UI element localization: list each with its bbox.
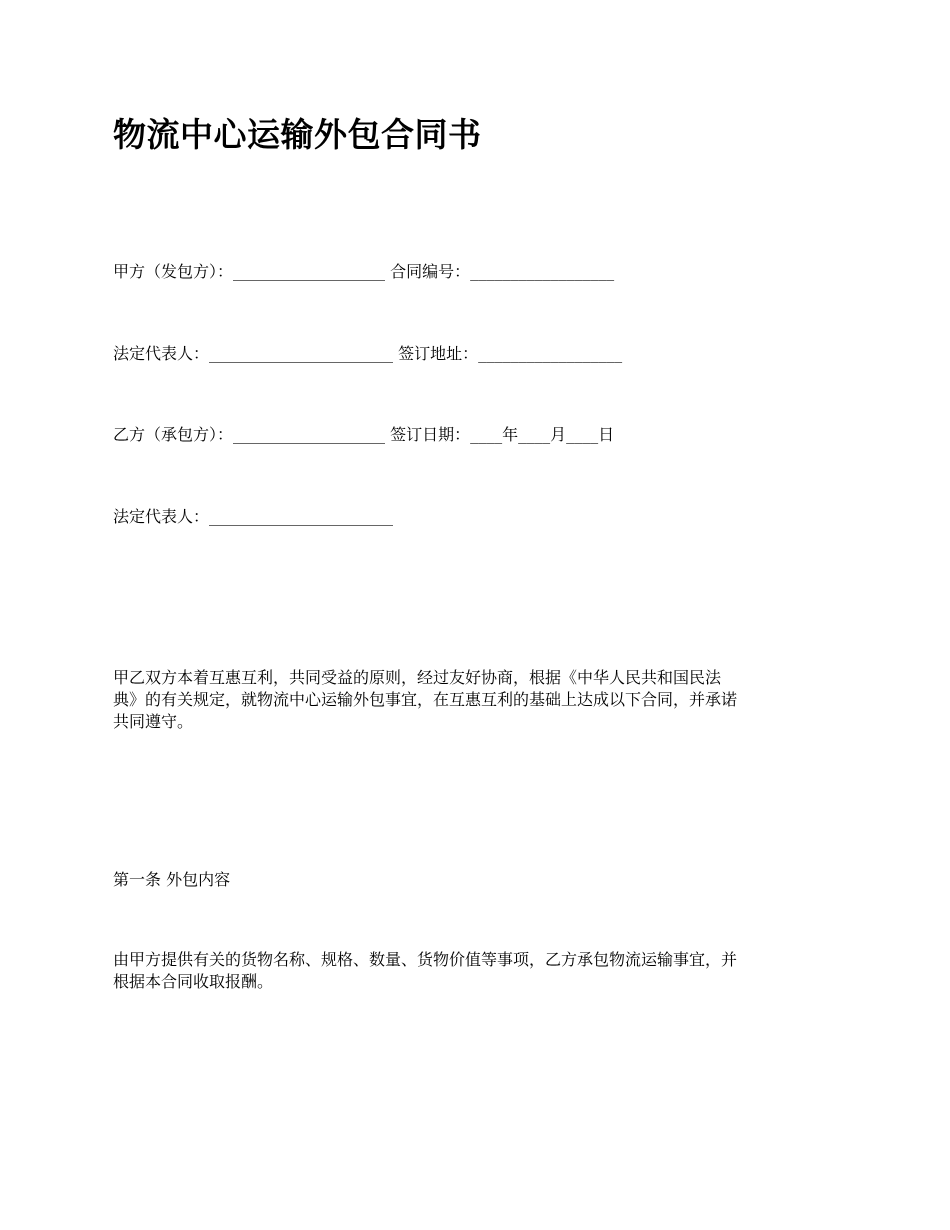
party-a-line: 甲方（发包方）：___________________ 合同编号：__________________ [113, 262, 615, 281]
article-1-heading: 第一条 外包内容 [113, 870, 231, 889]
article-1-line: 由甲方提供有关的货物名称、规格、数量、货物价值等事项，乙方承包物流运输事宜，并 [113, 950, 738, 969]
preamble-line: 共同遵守。 [113, 712, 194, 731]
preamble-line: 甲乙双方本着互惠互利，共同受益的原则，经过友好协商，根据《中华人民共和国民法 [113, 668, 722, 687]
preamble-line: 典》的有关规定，就物流中心运输外包事宜，在互惠互利的基础上达成以下合同，并承诺 [113, 690, 738, 709]
legal-rep-a-line: 法定代表人：_______________________ 签订地址：__________________ [113, 344, 623, 363]
preamble-paragraph [113, 667, 843, 733]
party-b-line: 乙方（承包方）：___________________ 签订日期：____年____月____日 [113, 425, 615, 444]
legal-rep-b-line: 法定代表人：_______________________ [113, 507, 394, 526]
article-1-line: 根据本合同收取报酬。 [113, 972, 274, 991]
article-1-paragraph [113, 949, 843, 993]
document-title: 物流中心运输外包合同书 [113, 115, 482, 154]
